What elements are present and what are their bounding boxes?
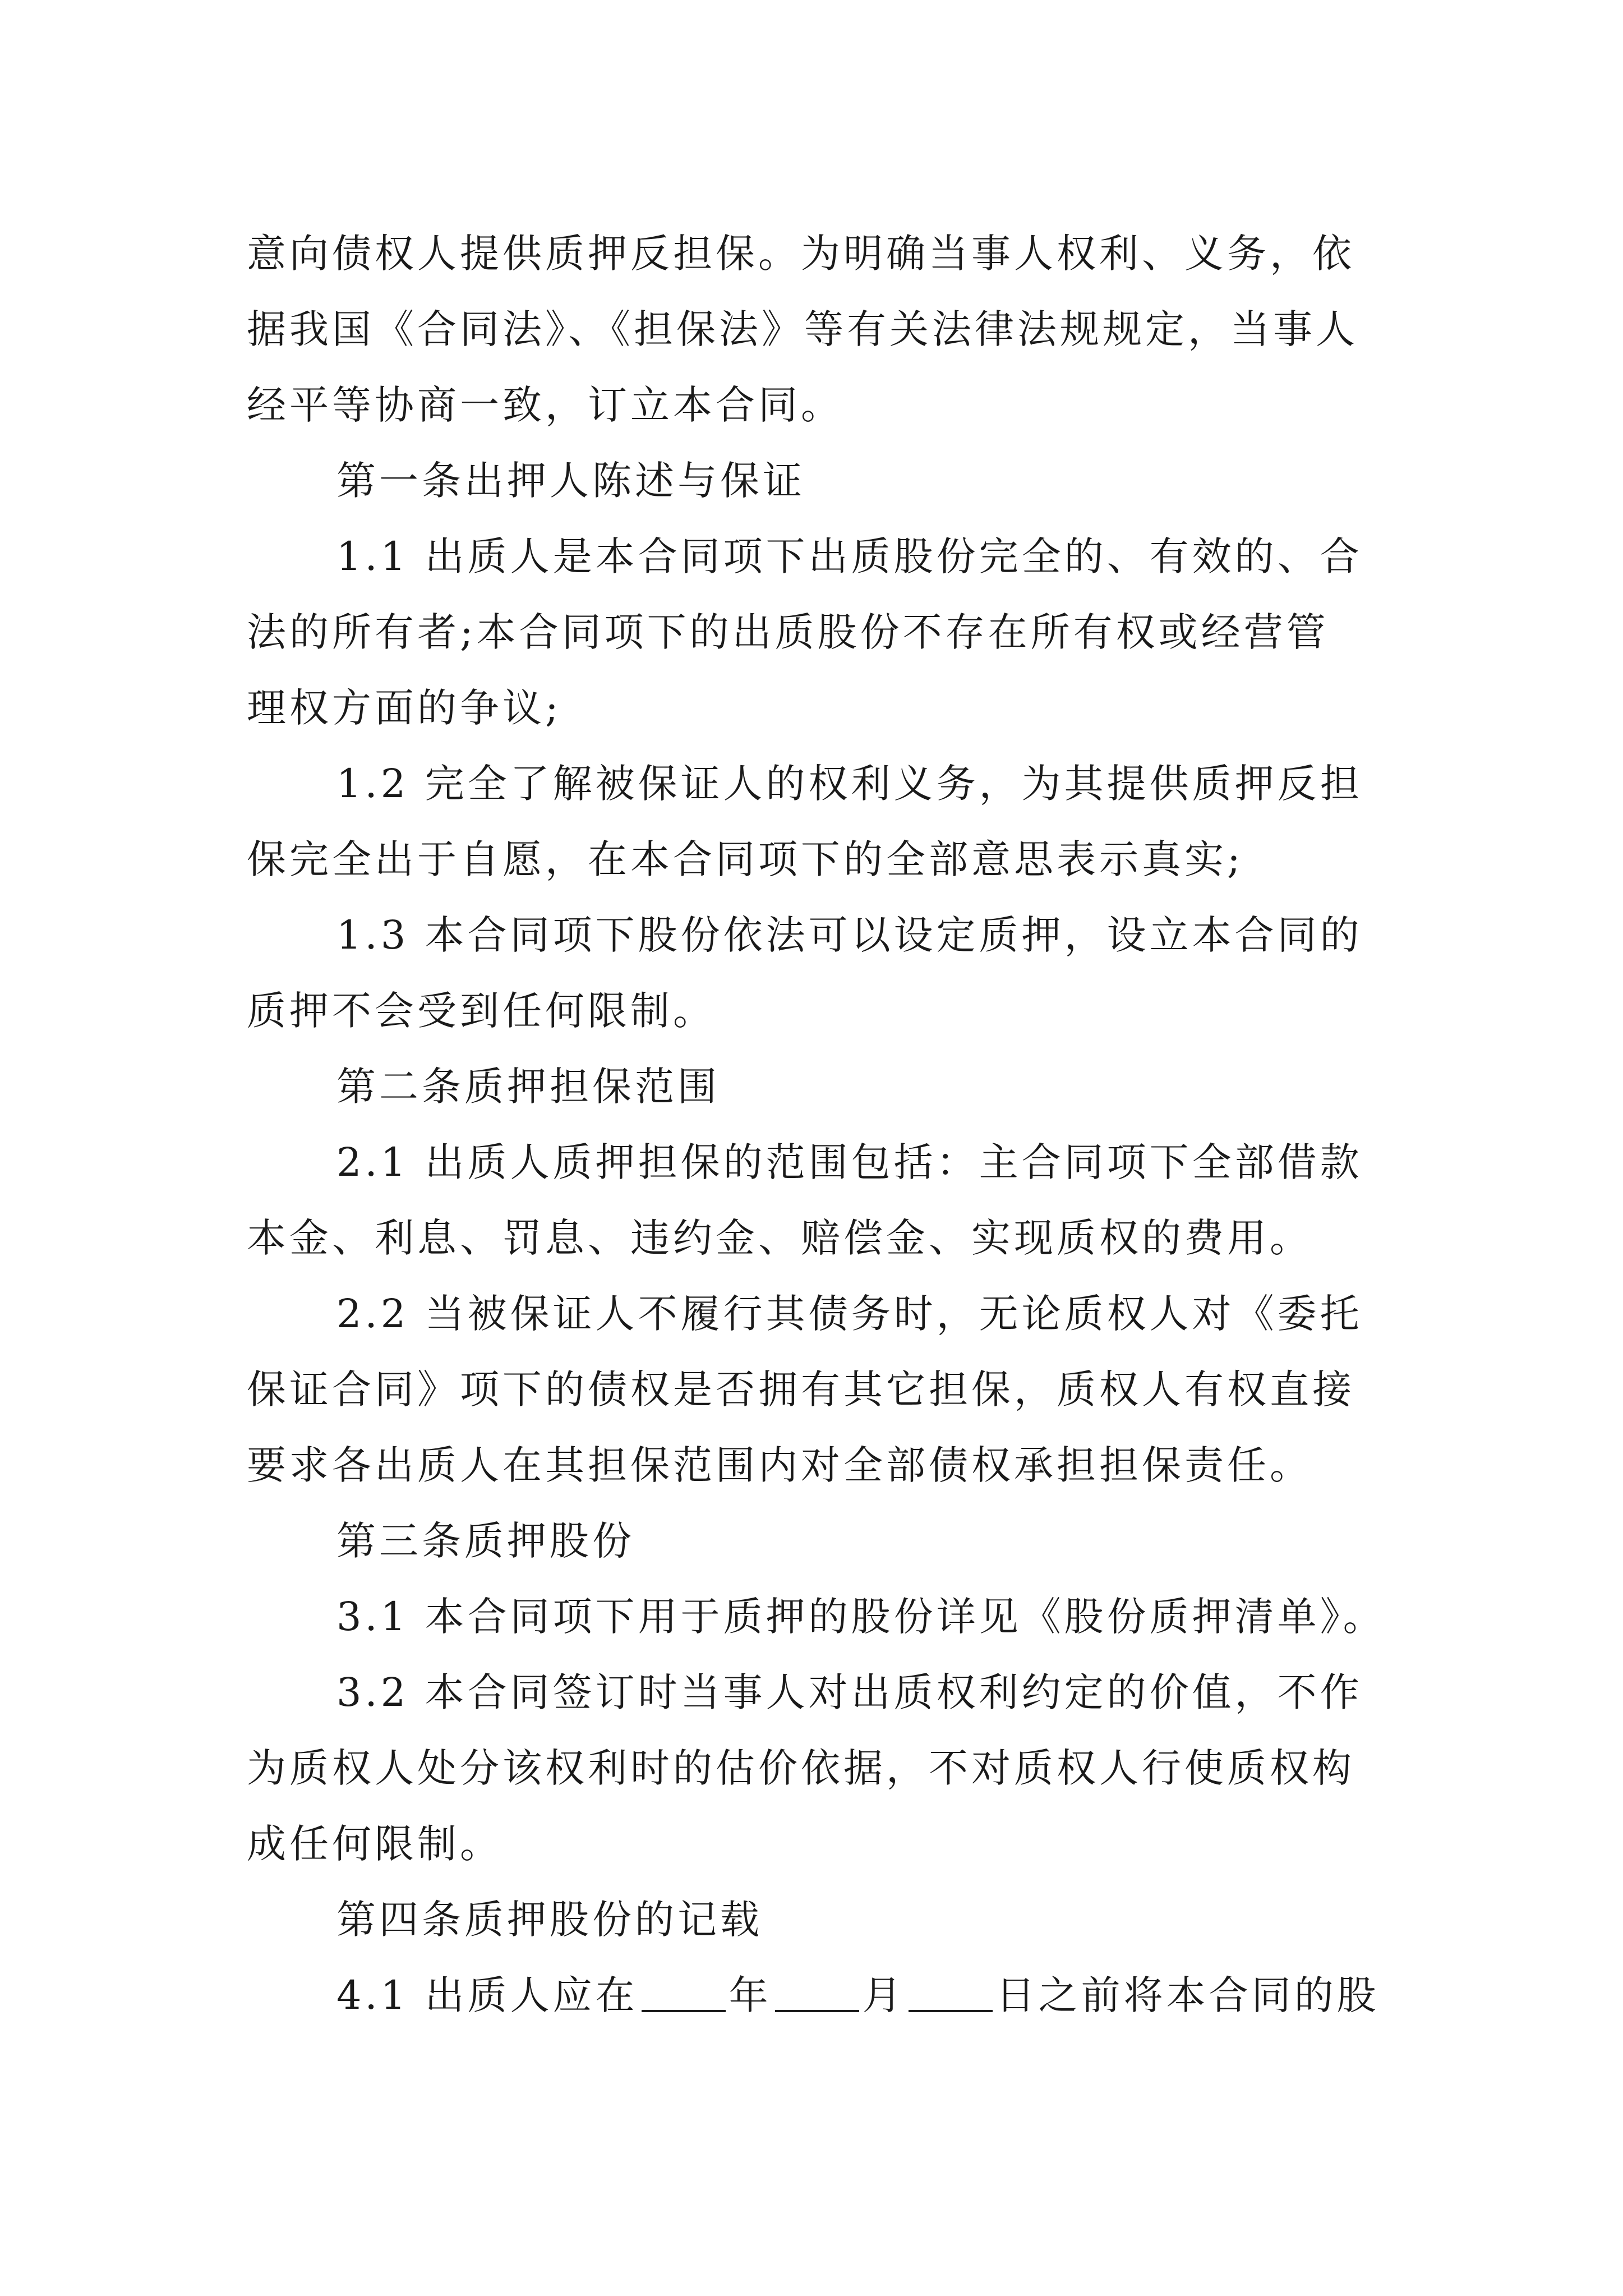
clause-prefix: 4.1 出质人应在 [336, 1972, 638, 2018]
paragraph-line: 据我国《合同法》、《担保法》等有关法律法规规定，当事人 [247, 306, 1358, 352]
clause-line: 理权方面的争议; [247, 685, 562, 731]
paragraph-line: 意向债权人提供质押反担保。为明确当事人权利、义务，依 [247, 231, 1355, 277]
clause-line: 质押不会受到任何限制。 [247, 988, 716, 1034]
month-label: 月 [862, 1972, 905, 2018]
clause-line: 3.1 本合同项下用于质押的股份详见《股份质押清单》。 [336, 1594, 1386, 1640]
clause-line: 法的所有者;本合同项下的出质股份不存在所有权或经营管 [247, 609, 1329, 655]
article-heading-2: 第二条质押担保范围 [336, 1064, 720, 1110]
clause-line: 本金、利息、罚息、违约金、赔偿金、实现质权的费用。 [247, 1215, 1312, 1261]
clause-line: 为质权人处分该权利时的估价依据，不对质权人行使质权构 [247, 1745, 1355, 1791]
clause-line-with-blanks [247, 1958, 1391, 2033]
year-blank [642, 1971, 726, 2012]
document-body [247, 216, 1391, 2033]
month-blank [775, 1971, 859, 2012]
clause-line: 1.1 出质人是本合同项下出质股份完全的、有效的、合 [336, 533, 1363, 579]
day-blank [909, 1971, 993, 2012]
clause-line: 成任何限制。 [247, 1821, 502, 1867]
clause-suffix: 日之前将本合同的股 [995, 1972, 1380, 2018]
clause-line: 3.2 本合同签订时当事人对出质权利约定的价值，不作 [336, 1669, 1363, 1715]
clause-line: 保证合同》项下的债权是否拥有其它担保，质权人有权直接 [247, 1366, 1355, 1412]
clause-line: 1.2 完全了解被保证人的权利义务，为其提供质押反担 [336, 761, 1363, 807]
clause-line: 要求各出质人在其担保范围内对全部债权承担担保责任。 [247, 1442, 1312, 1488]
article-heading-3: 第三条质押股份 [336, 1518, 635, 1564]
article-heading-4: 第四条质押股份的记载 [336, 1897, 763, 1943]
article-heading-1: 第一条出押人陈述与保证 [336, 458, 805, 504]
clause-line: 2.1 出质人质押担保的范围包括：主合同项下全部借款 [336, 1139, 1363, 1185]
paragraph-line: 经平等协商一致，订立本合同。 [247, 382, 843, 428]
clause-line: 保完全出于自愿，在本合同项下的全部意思表示真实; [247, 836, 1244, 882]
clause-line: 2.2 当被保证人不履行其债务时，无论质权人对《委托 [336, 1291, 1363, 1337]
year-label: 年 [728, 1972, 772, 2018]
clause-line: 1.3 本合同项下股份依法可以设定质押，设立本合同的 [336, 912, 1363, 958]
